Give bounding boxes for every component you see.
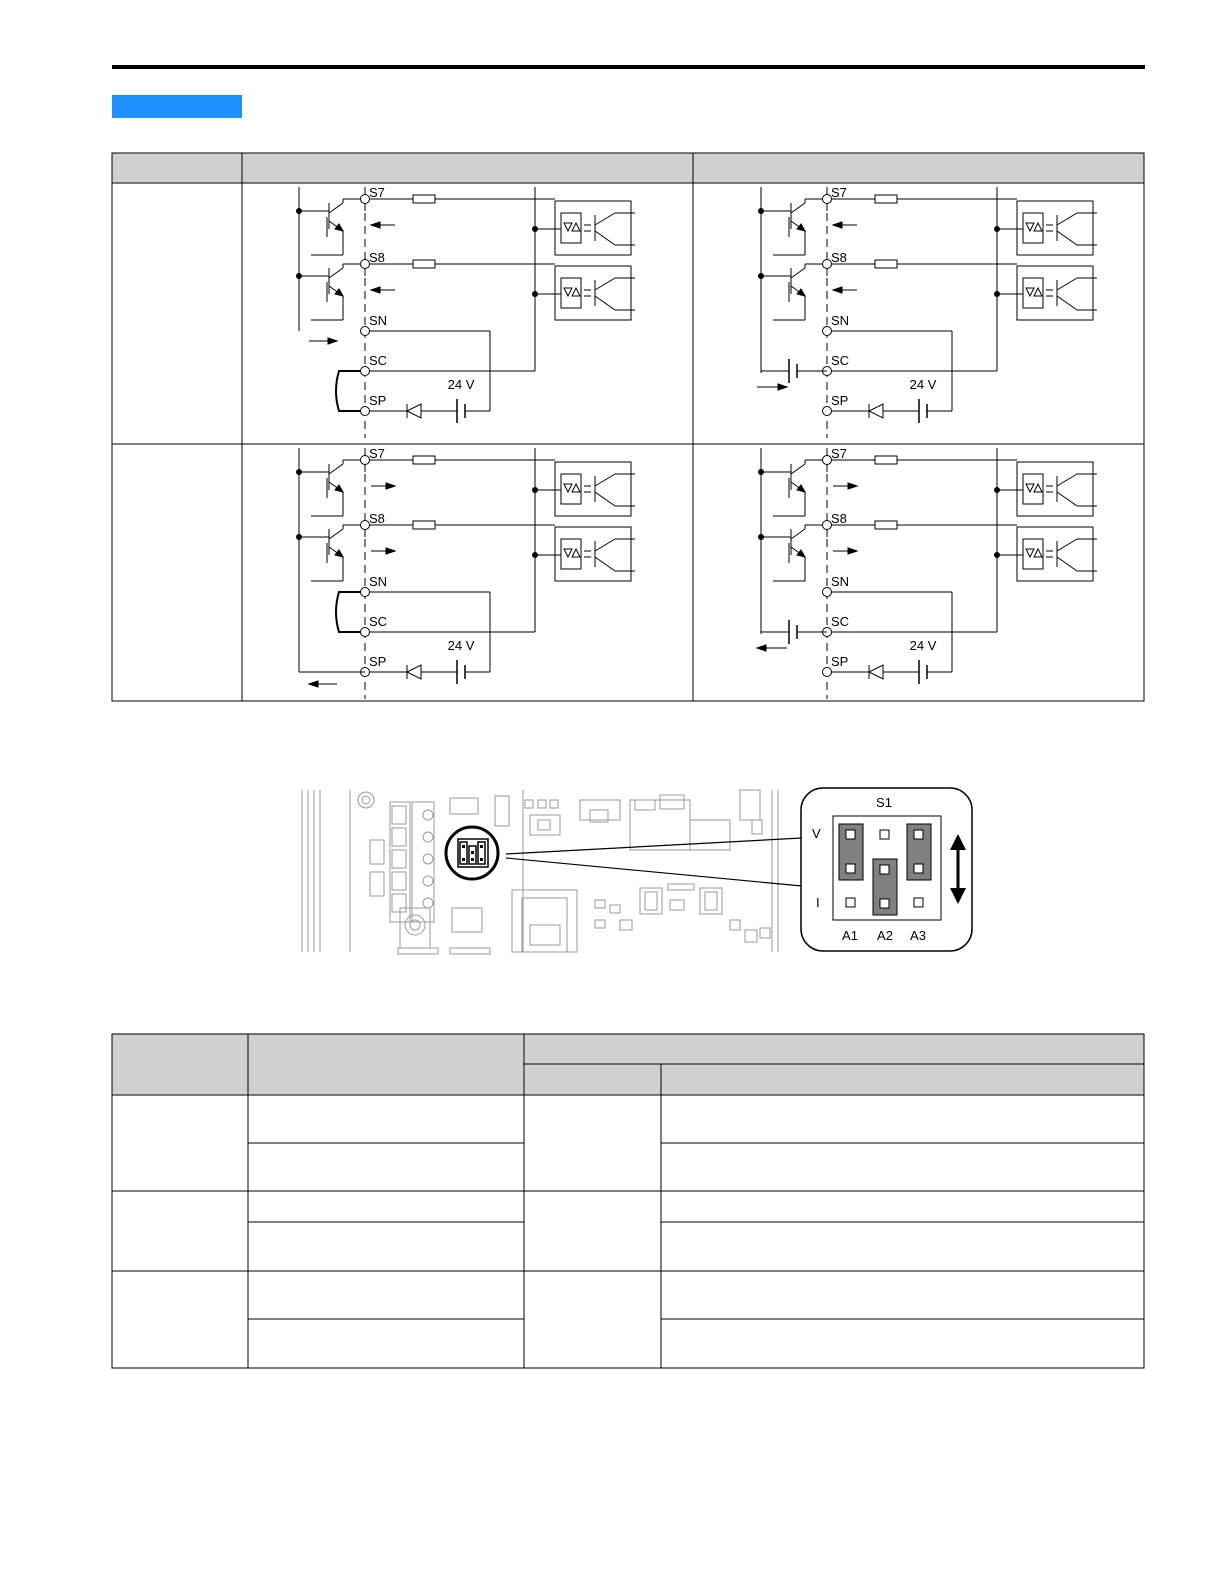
terminal-label-sn: SN	[831, 574, 850, 589]
switch-column-a2: A2	[877, 928, 893, 943]
control-board-drawing	[302, 790, 778, 954]
ext-supply-label: 24 Vdc power	[739, 663, 819, 678]
switch-v-label: V	[812, 826, 821, 841]
switch-column-a1: A1	[842, 928, 858, 943]
diagram-sink-external	[740, 185, 1098, 438]
ext-supply-label-2: supply output	[741, 679, 819, 694]
voltage-label: 24 V	[909, 638, 937, 653]
switch-i-label: I	[816, 895, 820, 910]
board-figure	[290, 780, 990, 960]
terminal-label-sp: SP	[369, 654, 387, 669]
terminal-label-sn: SN	[369, 574, 388, 589]
table-header-row	[112, 153, 1144, 183]
terminal-label-s7: S7	[369, 185, 385, 200]
diagram-source-external	[740, 446, 1098, 699]
voltage-label: 24 V	[909, 377, 937, 392]
diagram-sink-internal	[296, 185, 635, 438]
voltage-label: 24 V	[447, 638, 475, 653]
terminal-label-s8: S8	[369, 250, 385, 265]
switch-title: S1	[876, 795, 892, 810]
terminal-label-s8: S8	[369, 511, 385, 526]
terminal-label-sn: SN	[369, 313, 388, 328]
terminal-label-s7: S7	[831, 446, 847, 461]
terminal-label-s8: S8	[831, 250, 847, 265]
settings-table	[0, 1020, 1224, 1380]
terminal-label-sc: SC	[831, 353, 850, 368]
switch-column-a3: A3	[910, 928, 926, 943]
wiring-diagram-table	[0, 0, 1224, 720]
terminal-label-sp: SP	[369, 393, 387, 408]
diagram-source-internal	[296, 446, 635, 699]
terminal-label-s8: S8	[831, 511, 847, 526]
terminal-label-s7: S7	[369, 446, 385, 461]
terminal-label-sp: SP	[831, 393, 849, 408]
ext-supply-label: 24 Vdc power	[739, 402, 819, 417]
voltage-label: 24 V	[447, 377, 475, 392]
terminal-label-sn: SN	[831, 313, 850, 328]
ext-supply-label-2: supply output	[741, 418, 819, 433]
terminal-label-s7: S7	[831, 185, 847, 200]
terminal-label-sc: SC	[369, 614, 388, 629]
terminal-label-sp: SP	[831, 654, 849, 669]
terminal-label-sc: SC	[831, 614, 850, 629]
terminal-label-sc: SC	[369, 353, 388, 368]
